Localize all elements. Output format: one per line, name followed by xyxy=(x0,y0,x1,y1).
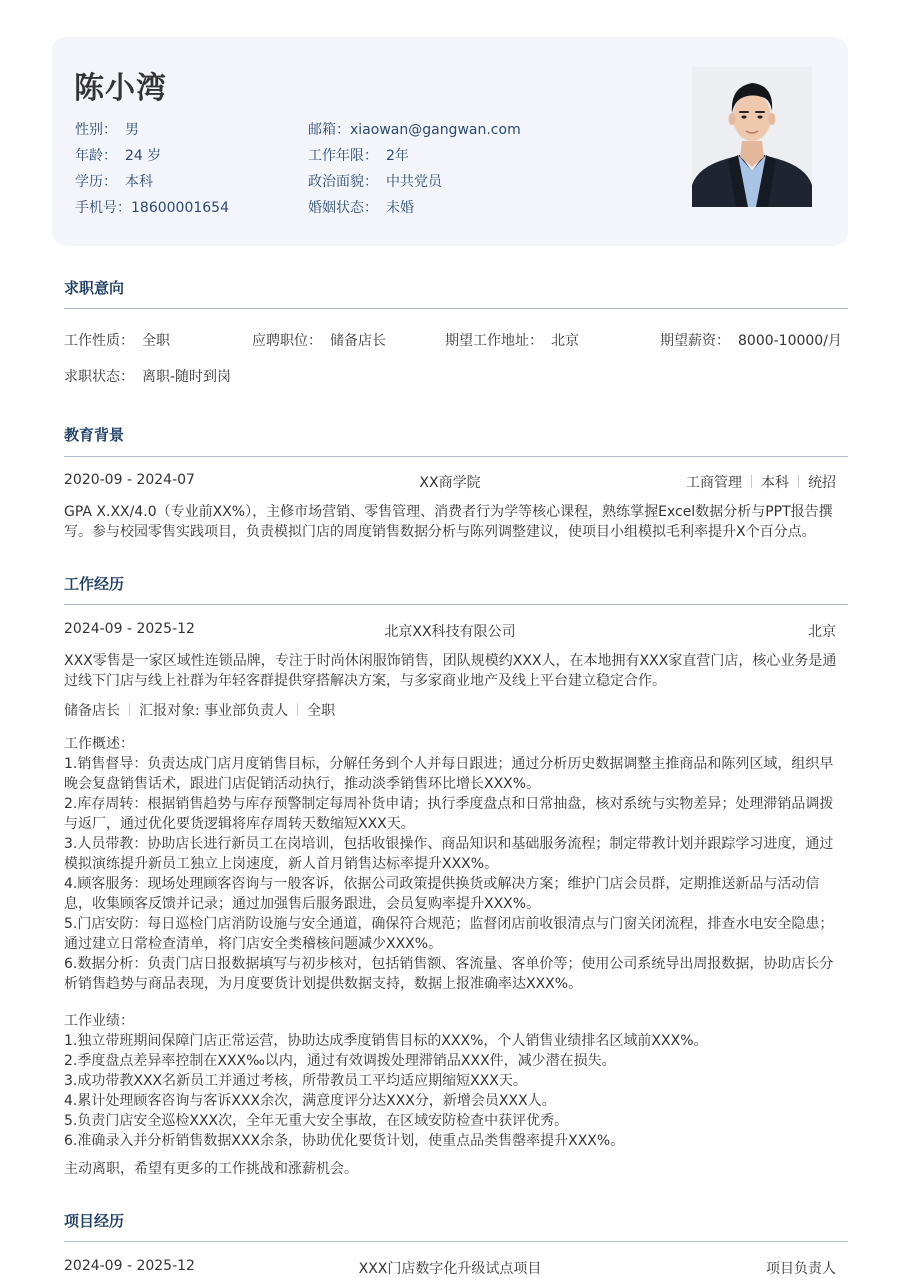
work-achievement-line: 3.成功带教XXX名新员工并通过考核，所带教员工平均适应期缩短XXX天。 xyxy=(64,1073,527,1089)
education-label: 学历： xyxy=(75,174,117,190)
work-overview-line: 与返厂，通过优化要货逻辑将库存周转天数缩短XXX天。 xyxy=(64,816,415,832)
education-tags xyxy=(686,472,836,492)
company-intro-line: XXX零售是一家区域性连锁品牌，专注于时尚休闲服饰销售，团队规模约XXX人，在本地拥有XXX家直营门店，核心业务是通 xyxy=(64,653,837,669)
intent-status-label: 求职状态： xyxy=(64,369,134,385)
education-school: XX商学院 xyxy=(419,475,481,491)
education-value: 本科 xyxy=(125,174,153,190)
project-period: 2024-09 - 2025-12 xyxy=(64,1258,195,1274)
tag-separator xyxy=(129,703,130,716)
work-report-to: 汇报对象: 事业部负责人 xyxy=(139,703,289,719)
age-value: 24 岁 xyxy=(125,148,162,164)
phone-value: 18600001654 xyxy=(131,200,229,216)
education-line: 写。参与校园零售实践项目，负责模拟门店的周度销售数据分析与陈列调整建议，使项目小组模拟毛利率提升X个百分点。 xyxy=(64,524,816,540)
intent-position-value: 储备店长 xyxy=(330,333,386,349)
work-achievement-line: 1.独立带班期间保障门店正常运营，协助达成季度销售目标的XXX%，个人销售业绩排名区域前XXX%。 xyxy=(64,1033,708,1049)
education-mode: 统招 xyxy=(808,475,836,491)
years-row xyxy=(308,146,409,166)
intent-divider xyxy=(64,308,848,309)
work-role: 储备店长 xyxy=(64,703,120,719)
work-city: 北京 xyxy=(808,624,836,640)
political-value: 中共党员 xyxy=(386,174,442,190)
phone-label: 手机号： xyxy=(75,200,131,216)
marital-value: 未婚 xyxy=(386,200,414,216)
work-achievement-line: 4.累计处理顾客咨询与客诉XXX余次，满意度评分达XXX分，新增会员XXX人。 xyxy=(64,1093,556,1109)
political-label: 政治面貌： xyxy=(308,174,378,190)
education-period: 2020-09 - 2024-07 xyxy=(64,472,195,488)
work-achievement-line: 2.季度盘点差异率控制在XXX‰以内，通过有效调拨处理滞销品XXX件，减少潜在损失。 xyxy=(64,1053,616,1069)
intent-type xyxy=(64,330,170,350)
intent-status-value: 离职-随时到岗 xyxy=(142,369,232,385)
years-value: 2年 xyxy=(386,148,409,164)
work-achievements xyxy=(64,1011,836,1151)
intent-type-value: 全职 xyxy=(142,333,170,349)
education-divider xyxy=(64,456,848,457)
project-section-title: 项目经历 xyxy=(64,1212,125,1230)
education-row xyxy=(75,172,153,192)
work-divider xyxy=(64,604,848,605)
work-achievement-line: 5.负责门店安全巡检XXX次，全年无重大安全事故，在区域安防检查中获评优秀。 xyxy=(64,1113,569,1129)
work-overview-line: 5.门店安防：每日巡检门店消防设施与安全通道，确保符合规范；监督闭店前收银清点与门窗关闭流程，排查水电安全隐患； xyxy=(64,916,834,932)
tag-separator xyxy=(297,703,298,716)
gender-value: 男 xyxy=(125,122,139,138)
work-overview-line: 模拟演练提升新员工独立上岗速度，新人首月销售达标率提升XXX%。 xyxy=(64,856,499,872)
intent-location-label: 期望工作地址： xyxy=(445,333,543,349)
intent-position-label: 应聘职位： xyxy=(252,333,322,349)
marital-label: 婚姻状态： xyxy=(308,200,378,216)
work-achievement-line: 6.准确录入并分析销售数据XXX余条，协助优化要货计划，使重点品类售罄率提升XXX%。 xyxy=(64,1133,625,1149)
work-job-type: 全职 xyxy=(307,703,336,719)
education-description xyxy=(64,502,836,542)
project-role: 项目负责人 xyxy=(766,1261,836,1277)
age-row xyxy=(75,146,161,166)
education-major: 工商管理 xyxy=(686,475,742,491)
age-label: 年龄： xyxy=(75,148,117,164)
project-divider xyxy=(64,1241,848,1242)
work-overview-line: 通过建立日常检查清单，将门店安全类稽核问题减少XXX%。 xyxy=(64,936,443,952)
leave-reason xyxy=(64,1159,836,1179)
work-summary-row xyxy=(64,621,836,641)
marital-row xyxy=(308,198,414,218)
intent-salary-value: 8000-10000/月 xyxy=(738,333,842,349)
work-overview-line: 6.数据分析：负责门店日报数据填写与初步核对，包括销售额、客流量、客单价等；使用公司系统导出周报数据，协助店长分 xyxy=(64,956,834,972)
intent-status xyxy=(64,366,231,386)
phone-row xyxy=(75,198,229,218)
education-section-title: 教育背景 xyxy=(64,426,125,444)
company-intro xyxy=(64,651,836,691)
work-achievement-title: 工作业绩： xyxy=(64,1013,134,1029)
work-overview-line: 晚会复盘销售话术，跟进门店促销活动执行，推动淡季销售环比增长XXX%。 xyxy=(64,776,541,792)
gender-label: 性别： xyxy=(75,122,117,138)
email-row xyxy=(308,120,521,140)
email-label: 邮箱： xyxy=(308,122,350,138)
work-overview-title: 工作概述： xyxy=(64,736,134,752)
work-role-tags xyxy=(64,700,335,720)
intent-salary xyxy=(660,330,842,350)
email-value[interactable]: xiaowan@gangwan.com xyxy=(350,122,521,138)
work-overview-line: 3.人员带教：协助店长进行新员工在岗培训，包括收银操作、商品知识和基础服务流程；制定带教计划并跟踪学习进度，通过 xyxy=(64,836,834,852)
education-line: GPA X.XX/4.0（专业前XX%），主修市场营销、零售管理、消费者行为学等核心课程，熟练掌握Excel数据分析与PPT报告撰 xyxy=(64,504,833,520)
work-overview xyxy=(64,734,836,994)
intent-section-title: 求职意向 xyxy=(64,279,125,297)
leave-reason-text: 主动离职，希望有更多的工作挑战和涨薪机会。 xyxy=(64,1161,358,1177)
work-overview-line: 4.顾客服务：现场处理顾客咨询与一般客诉，依据公司政策提供换货或解决方案；维护门店会员群，定期推送新品与活动信 xyxy=(64,876,820,892)
work-overview-line: 1.销售督导：负责达成门店月度销售目标，分解任务到个人并每日跟进；通过分析历史数据调整主推商品和陈列区域，组织早 xyxy=(64,756,834,772)
tag-separator xyxy=(798,475,799,488)
work-section-title: 工作经历 xyxy=(64,575,125,593)
years-label: 工作年限： xyxy=(308,148,378,164)
gender-row xyxy=(75,120,139,140)
work-period: 2024-09 - 2025-12 xyxy=(64,621,195,637)
profile-card xyxy=(52,37,848,246)
candidate-name: 陈小湾 xyxy=(74,71,167,106)
intent-salary-label: 期望薪资： xyxy=(660,333,730,349)
company-intro-line: 过线下门店与线上社群为年轻客群提供穿搭解决方案，与多家商业地产及线上平台建立稳定合作。 xyxy=(64,673,666,689)
work-overview-line: 析销售趋势与商品表现，为月度要货计划提供数据支持，数据上报准确率达XXX%。 xyxy=(64,976,583,992)
education-summary-row xyxy=(64,472,836,492)
person-portrait-icon xyxy=(692,67,812,207)
intent-type-label: 工作性质： xyxy=(64,333,134,349)
intent-location xyxy=(445,330,579,350)
work-overview-line: 息，收集顾客反馈并记录；通过加强售后服务跟进，会员复购率提升XXX%。 xyxy=(64,896,541,912)
profile-photo xyxy=(692,67,812,207)
political-row xyxy=(308,172,442,192)
work-company: 北京XX科技有限公司 xyxy=(384,624,516,640)
education-degree: 本科 xyxy=(761,475,789,491)
intent-position xyxy=(252,330,386,350)
tag-separator xyxy=(751,475,752,488)
project-name: XXX门店数字化升级试点项目 xyxy=(358,1261,542,1277)
work-overview-line: 2.库存周转：根据销售趋势与库存预警制定每周补货申请；执行季度盘点和日常抽盘，核对系统与实物差异；处理滞销品调拨 xyxy=(64,796,834,812)
intent-location-value: 北京 xyxy=(551,333,579,349)
project-summary-row xyxy=(64,1258,836,1278)
